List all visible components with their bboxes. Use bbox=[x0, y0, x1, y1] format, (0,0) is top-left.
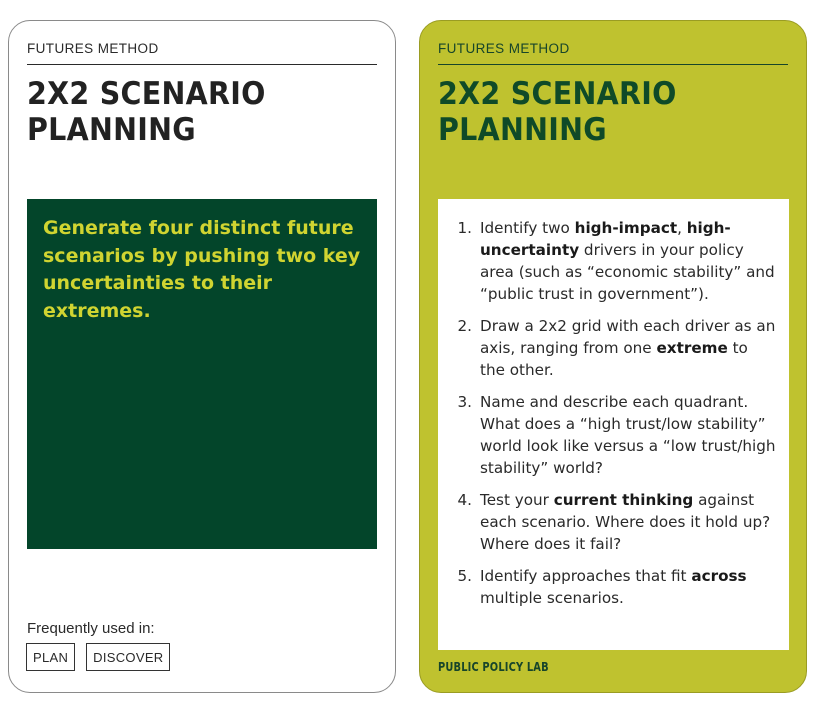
step-text-run: Identify two bbox=[480, 219, 575, 237]
step-number: 3. bbox=[457, 393, 472, 411]
card-title-line-2: PLANNING bbox=[438, 112, 607, 148]
step-emphasis: current thinking bbox=[553, 491, 694, 509]
step-text-run: to the other. bbox=[480, 339, 748, 379]
step-text bbox=[480, 565, 777, 609]
steps-list bbox=[438, 217, 777, 609]
card-title-line-2: PLANNING bbox=[27, 112, 196, 148]
eyebrow-divider bbox=[438, 64, 788, 65]
card-title-line-1: 2X2 SCENARIO bbox=[438, 76, 677, 112]
tag-discover: DISCOVER bbox=[86, 643, 170, 671]
card-title-line-1: 2X2 SCENARIO bbox=[27, 76, 266, 112]
step-text bbox=[480, 391, 777, 479]
step-text-run: Identify approaches that fit bbox=[480, 567, 692, 585]
tag-plan: PLAN bbox=[26, 643, 75, 671]
step-emphasis: across bbox=[691, 567, 747, 585]
summary-panel bbox=[27, 199, 377, 549]
step-text-run: drivers in your policy area (such as “economic stability” and “public trust in government”). bbox=[480, 241, 775, 303]
card-title bbox=[27, 76, 286, 148]
step-number: 4. bbox=[457, 491, 472, 509]
eyebrow-divider bbox=[27, 64, 377, 65]
step-emphasis: extreme bbox=[656, 339, 728, 357]
step-text-run: Test your bbox=[480, 491, 554, 509]
summary-text: Generate four distinct future scenarios by pushing two key uncertainties to their extremes. bbox=[43, 217, 361, 322]
step-number: 2. bbox=[457, 317, 472, 335]
steps-panel bbox=[438, 199, 789, 650]
step-item bbox=[438, 217, 777, 305]
step-text-run: multiple scenarios. bbox=[480, 589, 624, 607]
step-text-run: against each scenario. Where does it hold up? Where does it fail? bbox=[480, 491, 771, 553]
step-text bbox=[480, 217, 777, 305]
brand-wordmark: PUBLIC POLICY LAB bbox=[438, 660, 549, 674]
phase-tags bbox=[26, 643, 170, 671]
card-title bbox=[438, 76, 697, 148]
step-item bbox=[438, 565, 777, 609]
step-emphasis: high-uncertainty bbox=[480, 219, 731, 259]
method-card-front bbox=[8, 20, 396, 693]
step-item bbox=[438, 489, 777, 555]
step-item bbox=[438, 315, 777, 381]
step-number: 5. bbox=[457, 567, 472, 585]
frequently-used-label: Frequently used in: bbox=[27, 620, 155, 637]
card-eyebrow: FUTURES METHOD bbox=[438, 41, 570, 56]
step-text-run: Draw a 2x2 grid with each driver as an axis, ranging from one bbox=[480, 317, 776, 357]
step-text-run: , bbox=[677, 219, 687, 237]
step-emphasis: high-impact bbox=[574, 219, 678, 237]
step-item bbox=[438, 391, 777, 479]
step-number: 1. bbox=[457, 219, 472, 237]
step-text-run: Name and describe each quadrant. What does a “high trust/low stability” world look like versus a “low trust/high stability” world? bbox=[480, 393, 776, 477]
method-card-back bbox=[419, 20, 807, 693]
card-eyebrow: FUTURES METHOD bbox=[27, 41, 159, 56]
step-text bbox=[480, 315, 777, 381]
step-text bbox=[480, 489, 777, 555]
